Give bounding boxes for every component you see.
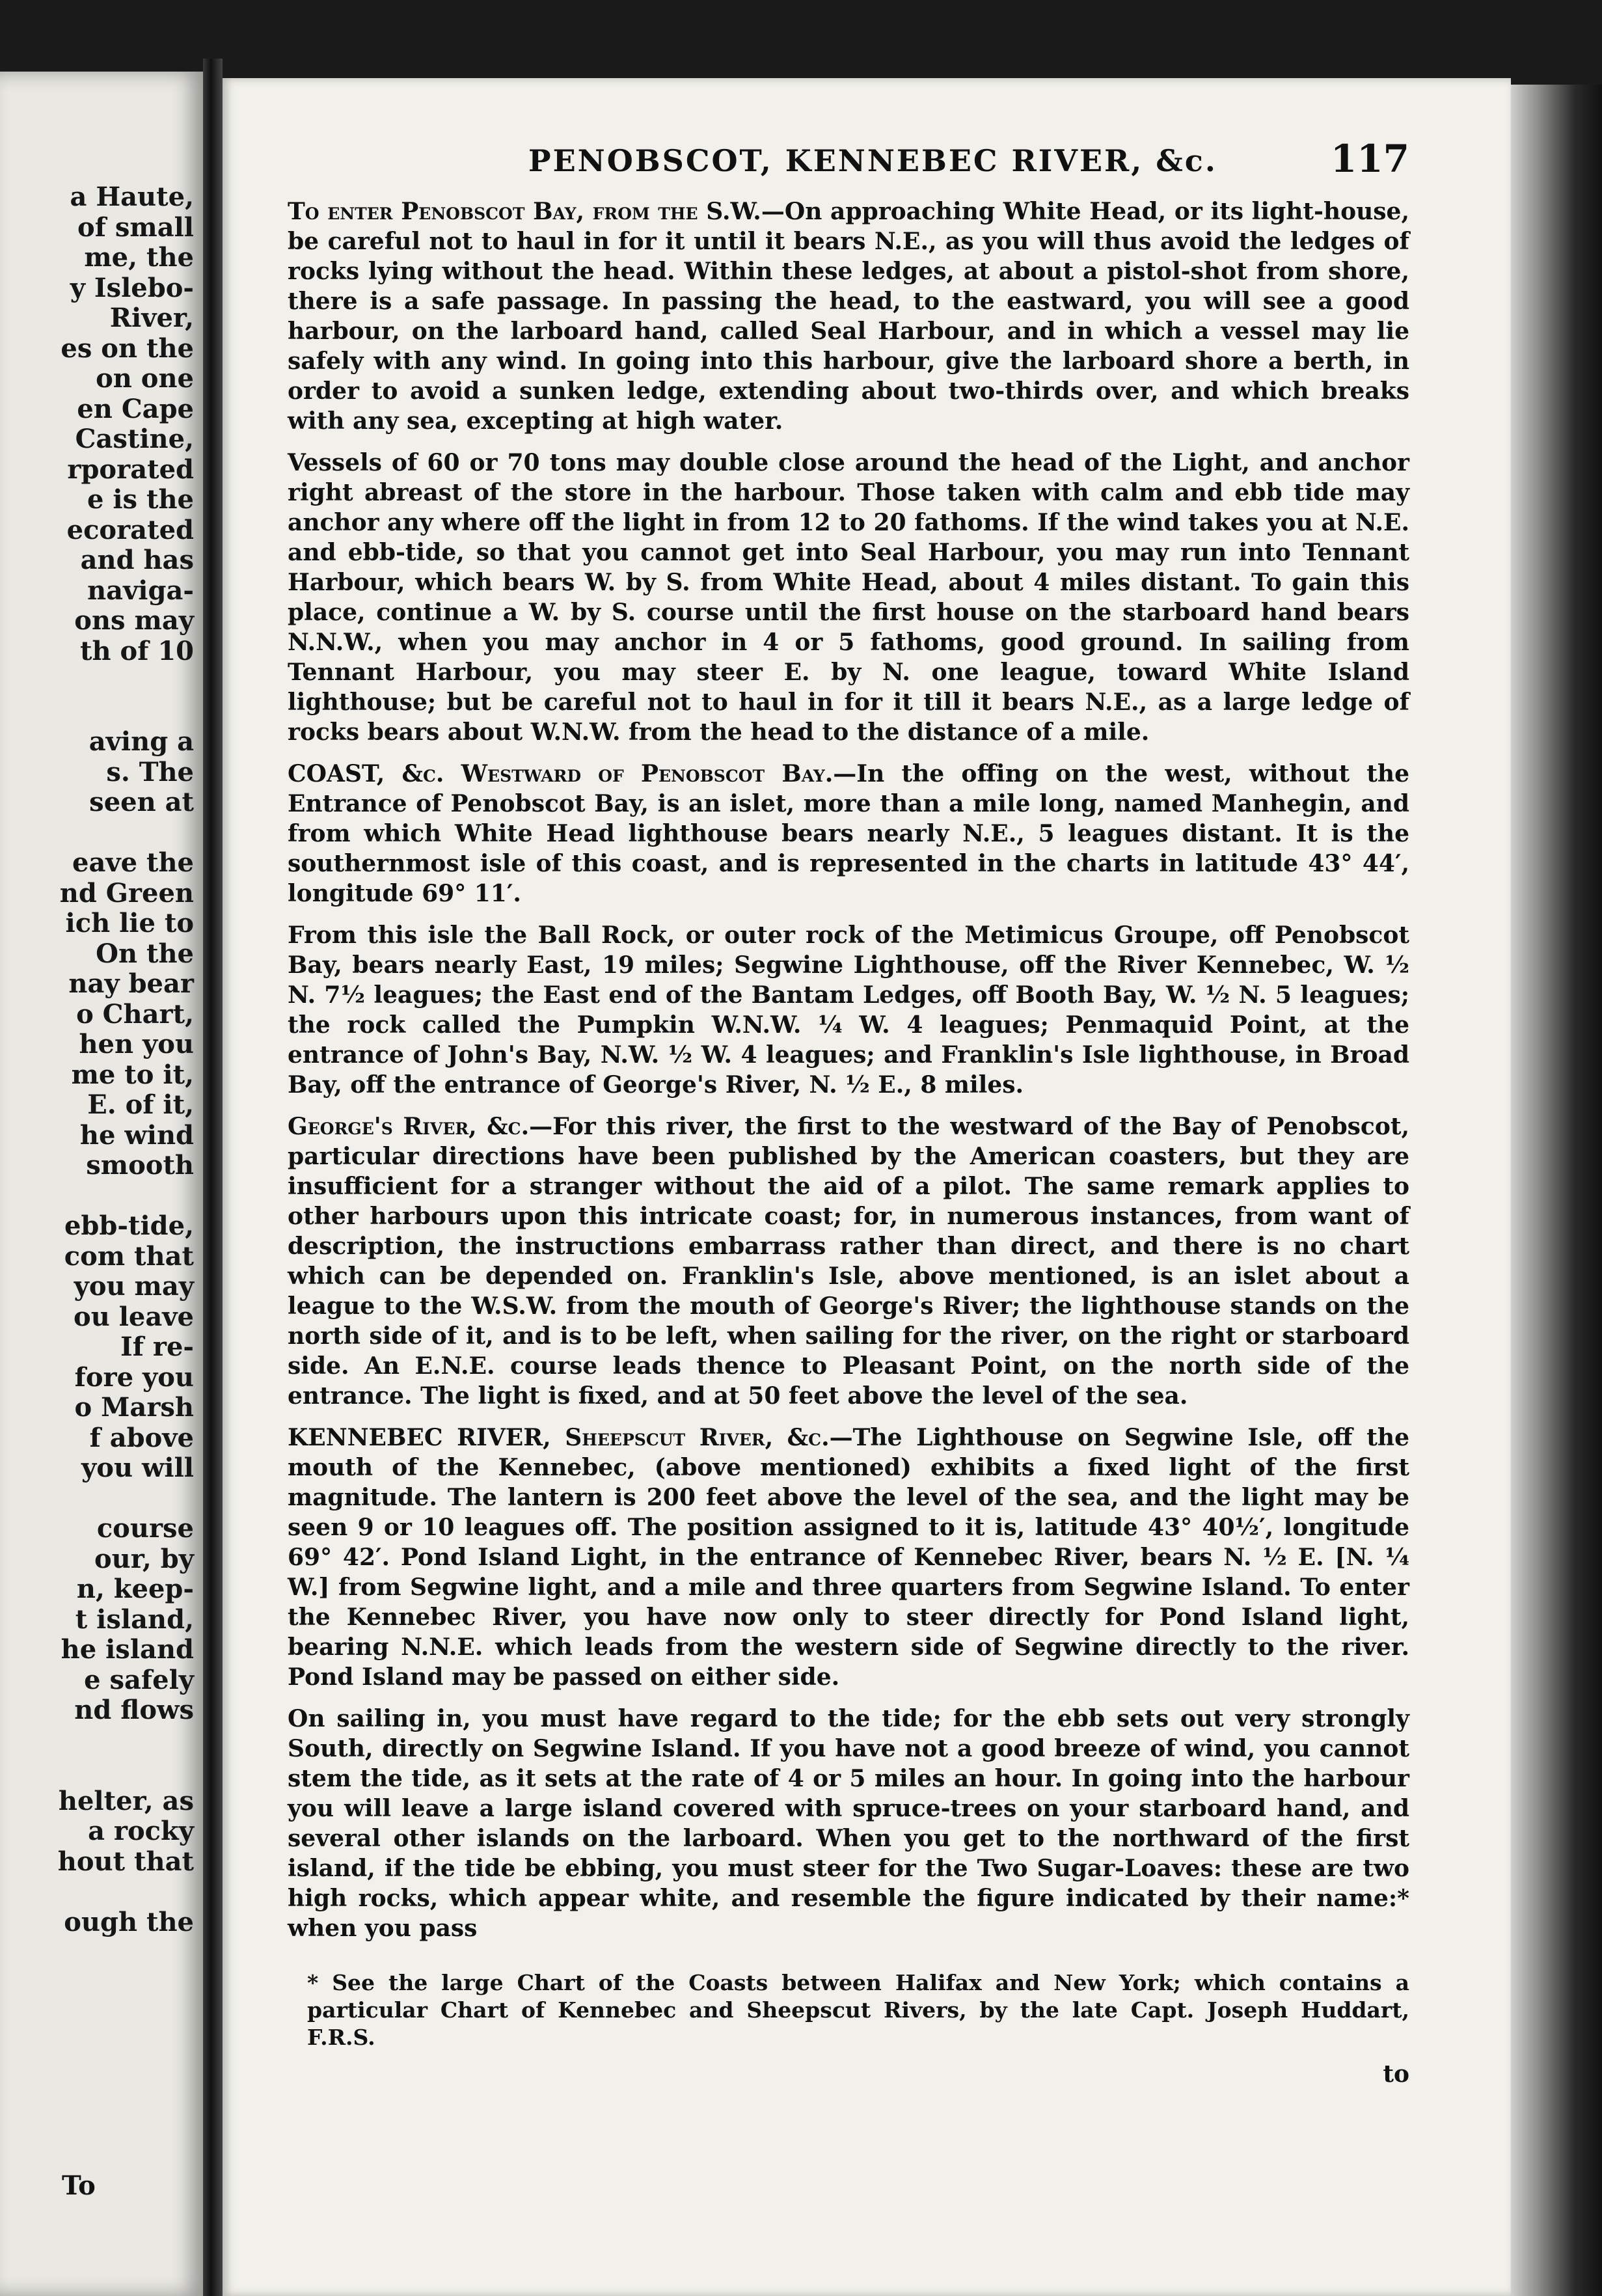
paragraph-text: —For this river, the first to the westward of the Bay of Penobscot, particular directions have been published by the American coasters, but they are insufficient for a stranger without the aid of a pilot. The same remark applies to other harbours upon this intricate coast; for, in numerous instances, from want of description, the instructions embarrass rather than direct, and there is no chart which can be depended on. Franklin's Isle, above mentioned, is an islet about a league to the W.S.W. from the mouth of George's River; the lighthouse stands on the north side of it, and is to be left, when sailing for the river, on the right or starboard side. An E.N.E. course leads thence to Pleasant Point, on the north side of the entrance. The light is fixed, and at 50 feet above the level of the sea.: [288, 1113, 1409, 1410]
previous-page-line: e is the: [87, 484, 194, 515]
previous-page-line: [0, 1877, 194, 1907]
paragraph-text: —In the offing on the west, without the Entrance of Penobscot Bay, is an islet, more than a mile long, named Manhegin, and from which White Head lighthouse bears nearly N.E., 5 leagues distant. It is the southernmost isle of this coast, and is represented in the charts in latitude 43° 44′, longitude 69° 11′.: [288, 760, 1409, 907]
previous-page-line: ou leave: [74, 1301, 194, 1332]
paragraph-lead: KENNEBEC RIVER, Sheepscut River, &c.: [288, 1424, 830, 1451]
previous-page-line: com that: [64, 1240, 194, 1272]
paragraph: [288, 1704, 1409, 1943]
previous-page-line: smooth: [86, 1150, 194, 1181]
previous-page-line: hout that: [57, 1846, 194, 1877]
paragraph: [288, 1112, 1409, 1411]
paragraph: [288, 759, 1409, 909]
previous-page-line: course: [96, 1513, 194, 1544]
previous-page-line: ich lie to: [65, 908, 194, 938]
previous-page-line: y Islebo-: [70, 272, 194, 303]
page-edge-right: [1511, 85, 1602, 2296]
previous-page-line: you will: [81, 1453, 194, 1483]
previous-page-line: River,: [109, 303, 194, 333]
page-content: [288, 137, 1409, 2088]
previous-page-line: aving a: [88, 726, 194, 757]
previous-page-line: [0, 1756, 194, 1786]
previous-page-line: e safely: [84, 1664, 194, 1695]
previous-page-line: [0, 1484, 194, 1514]
previous-page-line: of small: [77, 212, 194, 243]
previous-page-edge: [0, 72, 203, 2296]
previous-page-line: [0, 666, 194, 697]
previous-page-line: nd Green: [59, 877, 194, 909]
page-number: 117: [1330, 137, 1409, 181]
previous-page-line: rporated: [67, 454, 194, 485]
previous-page-line: [0, 818, 194, 849]
paragraph-text: Vessels of 60 or 70 tons may double close around the head of the Light, and anchor right abreast of the store in the harbour. Those taken with calm and ebb tide may anchor any where off the light in from 12 to 20 fathoms. If the wind takes you at N.E. and ebb-tide, so that you cannot get into Seal Harbour, you may run into Tennant Harbour, which bears W. by S. from White Head, about 4 miles distant. To gain this place, continue a W. by S. course until the first house on the starboard hand bears N.N.W., when you may anchor in 4 or 5 fathoms, good ground. In sailing from Tennant Harbour, you may steer E. by N. one league, toward White Island lighthouse; but be careful not to haul in for it till it bears N.E., as a large ledge of rocks bears about W.N.W. from the head to the distance of a mile.: [288, 449, 1409, 746]
previous-page-line: n, keep-: [76, 1574, 194, 1604]
paragraph-text: On sailing in, you must have regard to the tide; for the ebb sets out very strongly South, directly on Segwine Island. If you have not a good breeze of wind, you cannot stem the tide, as it sets at the rate of 4 or 5 miles an hour. In going into the harbour you will leave a large island covered with spruce-trees on your starboard hand, and several other islands on the larboard. When you get to the northward of the first island, if the tide be ebbing, you must steer for the Two Sugar-Loaves: these are two high rocks, which appear white, and resemble the figure indicated by their name:* when you pass: [288, 1705, 1409, 1942]
previous-page-line: t island,: [75, 1604, 194, 1635]
book-gutter: [203, 59, 223, 2296]
previous-page-line: hen you: [79, 1029, 194, 1059]
previous-page-line: and has: [80, 545, 194, 575]
previous-page-line: me, the: [84, 242, 194, 273]
page-header: [288, 137, 1409, 189]
paragraph-lead: George's River, &c.: [288, 1113, 530, 1140]
previous-page-line: eave the: [72, 847, 194, 878]
paragraph: [288, 920, 1409, 1100]
paragraph-text: —The Lighthouse on Segwine Isle, off the mouth of the Kennebec, (above mentioned) exhibits a fixed light of the first magnitude. The lantern is 200 feet above the level of the sea, and the light may be seen 9 or 10 leagues off. The position assigned to it is, latitude 43° 40½′, longitude 69° 42′. Pond Island Light, in the entrance of Kennebec River, bears N. ½ E. [N. ¼ W.] from Segwine light, and a mile and three quarters from Segwine Island. To enter the Kennebec River, you have now only to steer directly for Pond Island light, bearing N.N.E. which leads from the western side of Segwine directly to the river. Pond Island may be passed on either side.: [288, 1424, 1409, 1691]
previous-page-line: o Marsh: [74, 1392, 194, 1423]
previous-page-fragments: [0, 182, 194, 1937]
paragraph: [288, 1423, 1409, 1692]
previous-page-line: fore you: [74, 1361, 194, 1393]
previous-page-line: nd flows: [74, 1695, 194, 1725]
previous-page-line: th of 10: [80, 635, 194, 666]
running-title: PENOBSCOT, KENNEBEC RIVER, &c.: [528, 143, 1217, 178]
previous-page-line: E. of it,: [87, 1089, 194, 1120]
previous-page-line: [0, 1181, 194, 1212]
paragraph-text: From this isle the Ball Rock, or outer rock of the Metimicus Groupe, off Penobscot Bay, bears nearly East, 19 miles; Segwine Lighthouse, off the River Kennebec, W. ½ N. 7½ leagues; the East end of the Bantam Ledges, off Booth Bay, W. ½ N. 5 leagues; the rock called the Pumpkin W.N.W. ¼ W. 4 leagues; Penmaquid Point, at the entrance of John's Bay, N.W. ½ W. 4 leagues; and Franklin's Isle lighthouse, in Broad Bay, off the entrance of George's River, N. ½ E., 8 miles.: [288, 922, 1409, 1099]
previous-page-line: en Cape: [77, 393, 194, 424]
previous-page-line: naviga-: [87, 575, 194, 606]
previous-page-line: Castine,: [75, 424, 194, 454]
previous-page-line: f above: [89, 1422, 194, 1453]
previous-page-line: a Haute,: [70, 182, 194, 212]
paragraph-text: —On approaching White Head, or its light-house, be careful not to haul in for it until it bears N.E., as you will thus avoid the ledges of rocks lying without the head. Within these ledges, at about a pistol-shot from shore, there is a safe passage. In passing the head, to the eastward, you will see a good harbour, on the larboard hand, called Seal Harbour, and in which a vessel may lie safely with any wind. In going into this harbour, give the larboard shore a berth, in order to avoid a sunken ledge, extending about two-thirds over, and which breaks with any sea, excepting at high water.: [288, 198, 1409, 435]
paragraph-lead: To enter Penobscot Bay, from the S.W.: [288, 198, 761, 225]
previous-page-line: our, by: [94, 1543, 194, 1574]
previous-page-line: he wind: [79, 1119, 194, 1151]
paragraph: [288, 448, 1409, 747]
previous-page-line: a rocky: [88, 1816, 194, 1846]
previous-page-line: es on the: [61, 333, 194, 364]
previous-page-line: ebb-tide,: [64, 1210, 194, 1241]
catchword: to: [1383, 2060, 1409, 2088]
previous-page-line: [0, 1726, 194, 1756]
previous-page-line: he island: [61, 1634, 194, 1665]
previous-page-line: seen at: [89, 787, 194, 817]
previous-page-line: [0, 697, 194, 728]
previous-page-line: helter, as: [58, 1785, 194, 1816]
previous-page-catchword: To: [62, 2170, 96, 2201]
paragraph-lead: COAST, &c. Westward of Penobscot Bay.: [288, 760, 834, 787]
previous-page-line: me to it,: [71, 1059, 194, 1090]
previous-page-line: ough the: [64, 1906, 194, 1937]
book-page: [223, 78, 1511, 2296]
previous-page-line: On the: [96, 938, 194, 969]
previous-page-line: If re-: [120, 1332, 194, 1362]
paragraph: [288, 197, 1409, 436]
previous-page-line: you may: [74, 1271, 194, 1302]
previous-page-line: ons may: [74, 605, 194, 636]
footnote: * See the large Chart of the Coasts between Halifax and New York; which contains a particular Chart of Kennebec and Sheepscut Rivers, by the late Capt. Joseph Huddart, F.R.S.: [307, 1970, 1409, 2050]
previous-page-line: ecorated: [66, 514, 194, 545]
previous-page-line: s. The: [106, 756, 194, 787]
previous-page-line: nay bear: [68, 968, 194, 999]
previous-page-line: on one: [96, 363, 194, 394]
previous-page-line: o Chart,: [76, 998, 194, 1030]
